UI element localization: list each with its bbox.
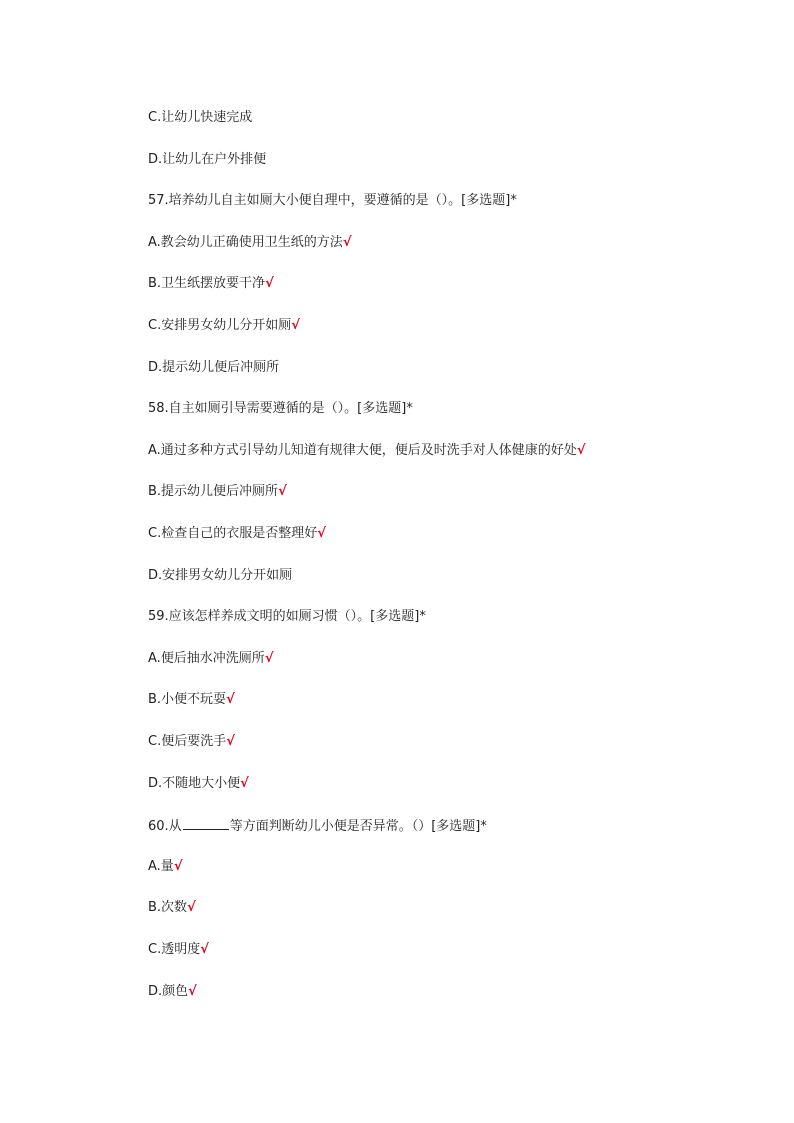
option-text: D.提示幼儿便后冲厕所 [148, 360, 280, 375]
q57-option-b [148, 274, 274, 294]
option-text: B.卫生纸摆放要干净 [148, 276, 266, 291]
q59-option-a [148, 649, 273, 669]
q58-option-b [148, 482, 287, 502]
check-mark-icon: √ [264, 651, 274, 666]
option-text: C.检查自己的衣服是否整理好 [148, 526, 318, 541]
option-text: A.教会幼儿正确使用卫生纸的方法 [148, 235, 343, 250]
check-mark-icon: √ [226, 692, 235, 707]
q60-option-b [148, 898, 196, 918]
check-mark-icon: √ [173, 859, 183, 874]
q57-question [148, 191, 517, 211]
q57-option-c [148, 316, 300, 336]
check-mark-icon: √ [342, 235, 352, 250]
option-text: C.让幼儿快速完成 [148, 110, 253, 125]
check-mark-icon: √ [317, 526, 326, 541]
q57-option-a [148, 233, 351, 253]
check-mark-icon: √ [278, 484, 287, 499]
check-mark-icon: √ [226, 734, 235, 749]
q60-option-a [148, 857, 182, 877]
question-suffix: 等方面判断幼儿小便是否异常。（）[多选题]* [229, 819, 487, 834]
question-text: 57.培养幼儿自主如厕大小便自理中，要遵循的是（）。[多选题]* [148, 193, 517, 208]
q59-option-c [148, 732, 235, 752]
q58-option-c [148, 524, 326, 544]
q60-option-d [148, 982, 197, 1002]
q57-option-d [148, 358, 279, 378]
q56-option-c [148, 108, 252, 128]
option-text: C.便后要洗手 [148, 734, 227, 749]
q59-option-d [148, 774, 249, 794]
option-text: A.便后抽水冲洗厕所 [148, 651, 265, 666]
question-prefix: 60.从 [148, 819, 182, 834]
question-text: 59.应该怎样养成文明的如厕习惯（）。[多选题]* [148, 609, 426, 624]
check-mark-icon: √ [291, 318, 300, 333]
option-text: B.小便不玩耍 [148, 692, 227, 707]
check-mark-icon: √ [240, 776, 249, 791]
q58-option-a [148, 441, 585, 461]
option-text: D.不随地大小便 [148, 776, 241, 791]
option-text: C.透明度 [148, 942, 201, 957]
q58-option-d [148, 566, 292, 586]
question-text: 58.自主如厕引导需要遵循的是（）。[多选题]* [148, 401, 413, 416]
option-text: D.让幼儿在户外排便 [148, 152, 267, 167]
option-text: B.次数 [148, 900, 188, 915]
check-mark-icon: √ [576, 443, 586, 458]
option-text: D.颜色 [148, 984, 189, 999]
check-mark-icon: √ [188, 984, 197, 999]
q60-option-c [148, 940, 209, 960]
option-text: C.安排男女幼儿分开如厕 [148, 318, 292, 333]
check-mark-icon: √ [200, 942, 209, 957]
q56-option-d [148, 150, 266, 170]
q60-question [148, 815, 487, 835]
q59-option-b [148, 690, 235, 710]
check-mark-icon: √ [265, 276, 274, 291]
q58-question [148, 399, 413, 419]
q59-question [148, 607, 426, 627]
option-text: A.量 [148, 859, 174, 874]
option-text: B.提示幼儿便后冲厕所 [148, 484, 279, 499]
check-mark-icon: √ [187, 900, 196, 915]
option-text: A.通过多种方式引导幼儿知道有规律大便，便后及时洗手对人体健康的好处 [148, 443, 577, 458]
option-text: D.安排男女幼儿分开如厕 [148, 568, 293, 583]
fill-in-blank [183, 815, 229, 830]
